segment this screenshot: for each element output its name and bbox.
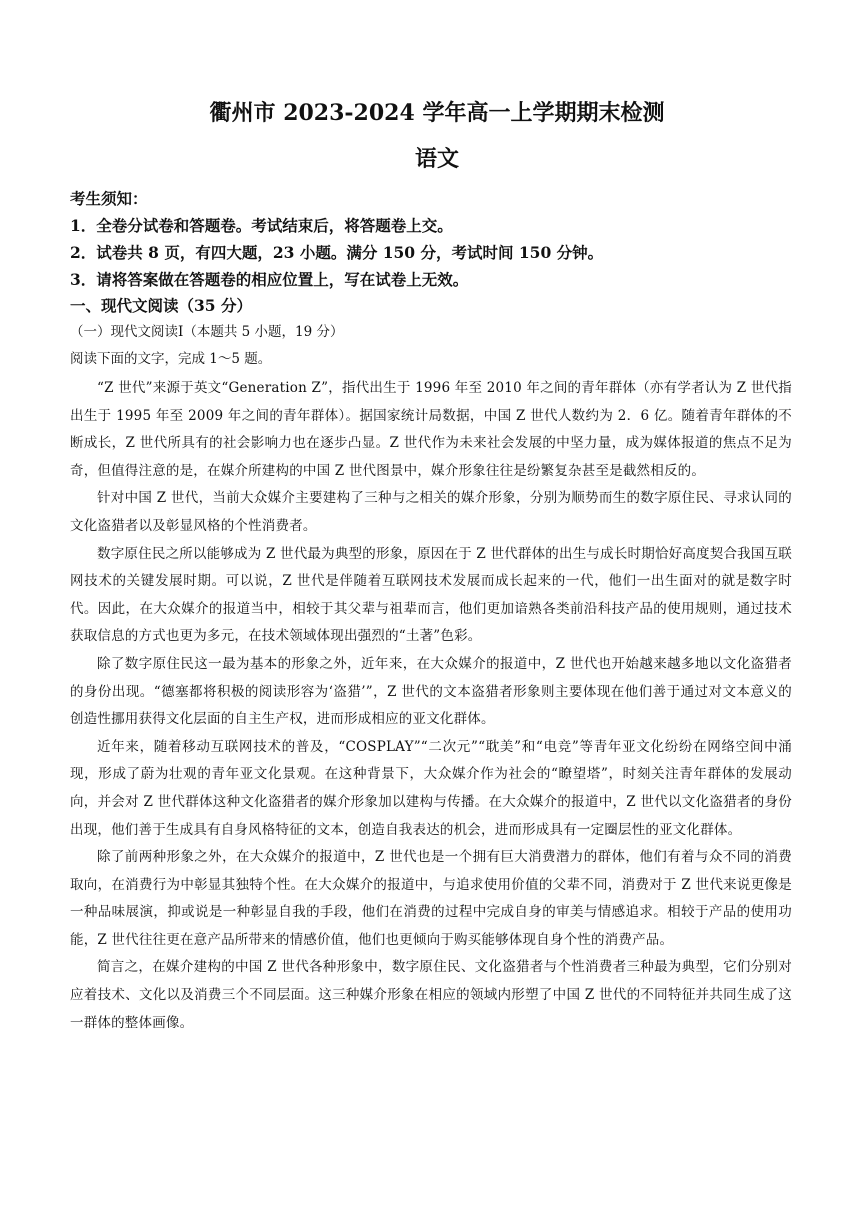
passage-paragraph: 简言之，在媒介建构的中国 Z 世代各种形象中，数字原住民、文化盗猎者与个性消费者三种最为典型，它们分别对应着技术、文化以及消费三个不同层面。这三种媒介形象在相应的领域内形塑了中国 Z 世代的不同特征并共同生成了这一群体的整体画像。 — [70, 959, 792, 1031]
subsection-heading: （一）现代文阅读Ⅰ（本题共 5 小题，19 分） — [70, 324, 344, 340]
subject-title: 语文 — [414, 146, 459, 172]
passage-paragraph: 针对中国 Z 世代，当前大众媒介主要建构了三种与之相关的媒介形象，分别为顺势而生的数字原住民、寻求认同的文化盗猎者以及彰显风格的个性消费者。 — [70, 490, 792, 534]
exam-page — [70, 98, 792, 1037]
notice-heading: 考生须知： — [70, 189, 148, 208]
notice-item: 1．全卷分试卷和答题卷。考试结束后，将答题卷上交。 — [70, 216, 453, 235]
reading-instruction: 阅读下面的文字，完成 1～5 题。 — [70, 351, 272, 367]
passage-paragraph: 除了前两种形象之外，在大众媒介的报道中，Z 世代也是一个拥有巨大消费潜力的群体，他们有着与众不同的消费取向，在消费行为中彰显其独特个性。在大众媒介的报道中，与追求使用价值的父辈不同，消费对于 Z 世代来说更像是一种品味展演，抑或说是一种彰显自我的手段，他们在消费的过程中完成自身的审美与情感追求。相较于产品的使用功能，Z 世代往往更在意产品所带来的情感价值，他们也更倾向于购买能够体现自身个性的消费产品。 — [70, 849, 792, 948]
passage-paragraph: 近年来，随着移动互联网技术的普及，“COSPLAY”“二次元”“耽美”和“电竞”等青年亚文化纷纷在网络空间中涌现，形成了蔚为壮观的青年亚文化景观。在这种背景下，大众媒介作为社会的“瞭望塔”，时刻关注青年群体的发展动向，并会对 Z 世代群体这种文化盗猎者的媒介形象加以建构与传播。在大众媒介的报道中，Z 世代以文化盗猎者的身份出现，他们善于生成具有自身风格特征的文本，创造自我表达的机会，进而形成具有一定圈层性的亚文化群体。 — [70, 738, 792, 838]
passage-paragraph: 除了数字原住民这一最为基本的形象之外，近年来，在大众媒介的报道中，Z 世代也开始越来越多地以文化盗猎者的身份出现。“德塞都将积极的阅读形容为‘盗猎’”，Z 世代的文本盗猎者形象则主要体现在他们善于通过对文本意义的创造性挪用获得文化层面的自主生产权，进而形成相应的亚文化群体。 — [70, 655, 792, 728]
passage-paragraph: 数字原住民之所以能够成为 Z 世代最为典型的形象，原因在于 Z 世代群体的出生与成长时期恰好高度契合我国互联网技术的关键发展时期。可以说，Z 世代是伴随着互联网技术发展而成长起来的一代，他们一出生面对的就是数字时代。因此，在大众媒介的报道当中，相较于其父辈与祖辈而言，他们更加谙熟各类前沿科技产品的使用规则，通过技术获取信息的方式也更为多元，在技术领域体现出强烈的“土著”色彩。 — [70, 545, 792, 645]
notice-item: 3．请将答案做在答题卷的相应位置上，写在试卷上无效。 — [70, 270, 469, 289]
passage-paragraph: “Z 世代”来源于英文“Generation Z”，指代出生于 1996 年至 2010 年之间的青年群体（亦有学者认为 Z 世代指出生于 1995 年至 2009 年之间的青年群体）。据国家统计局数据，中国 Z 世代人数约为 2．6 亿。随着青年群体的不断成长，Z 世代所具有的社会影响力也在逐步凸显。Z 世代作为未来社会发展的中坚力量，成为媒体报道的焦点不足为奇，但值得注意的是，在媒介所建构的中国 Z 世代图景中，媒介形象往往是纷繁复杂甚至是截然相反的。 — [70, 380, 792, 479]
reading-passage — [70, 375, 792, 1037]
section-heading: 一、现代文阅读（35 分） — [70, 296, 252, 315]
exam-title: 衢州市 2023-2024 学年高一上学期期末检测 — [209, 100, 665, 126]
notice-block — [70, 186, 792, 293]
notice-item: 2．试卷共 8 页，有四大题，23 小题。满分 150 分，考试时间 150 分钟。 — [70, 243, 604, 262]
